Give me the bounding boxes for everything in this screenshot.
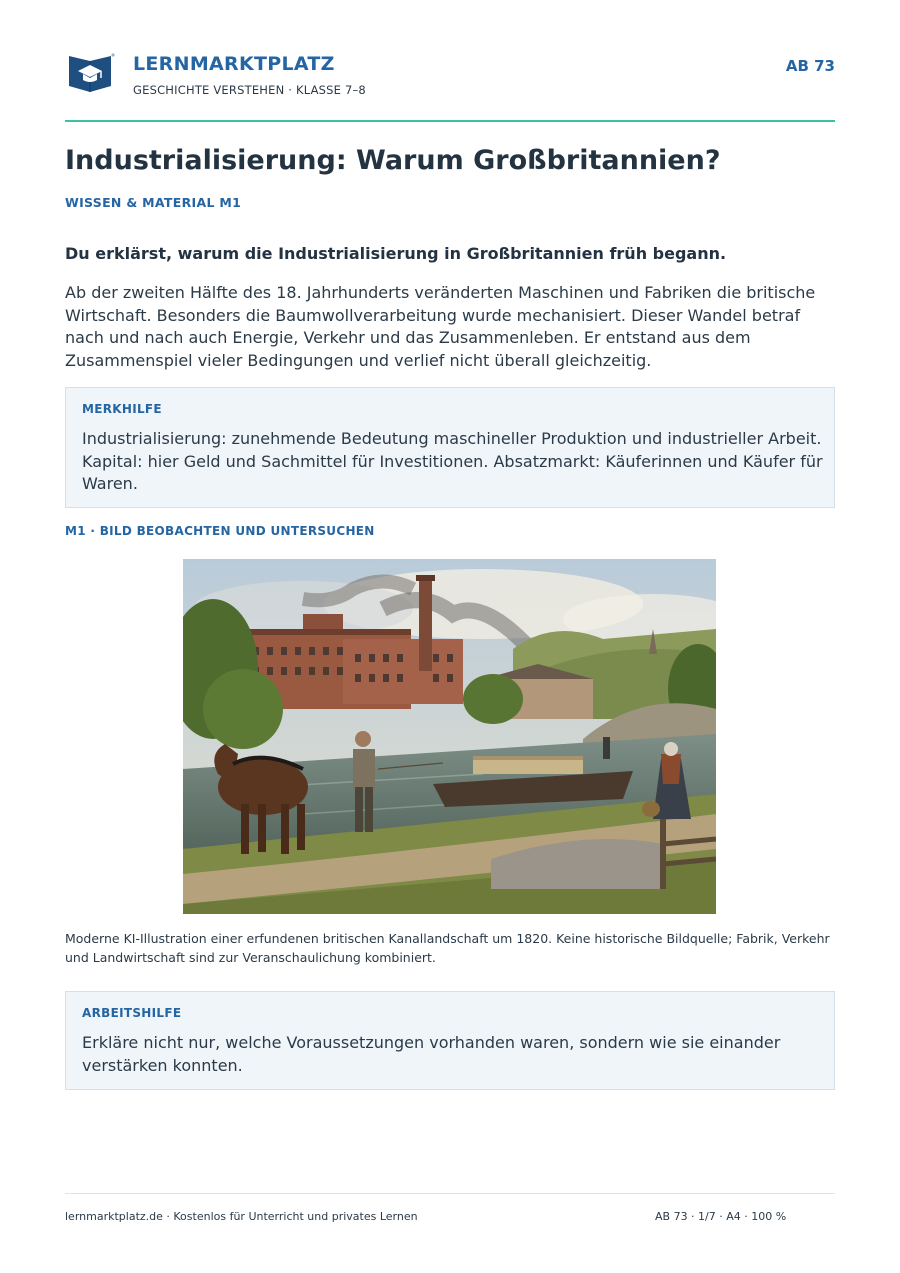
footer-divider [65, 1193, 835, 1194]
material-label: M1 · BILD BEOBACHTEN UND UNTERSUCHEN [65, 524, 375, 538]
sheet-number: AB 73 [785, 57, 835, 75]
header-divider [65, 120, 835, 122]
merkhilfe-label: MERKHILFE [82, 402, 162, 416]
page-title: Industrialisierung: Warum Großbritannien? [65, 145, 721, 176]
worksheet-page [65, 0, 835, 1273]
learning-goal: Du erklärst, warum die Industrialisierung in Großbritannien früh begann. [65, 244, 727, 263]
page-header [65, 48, 835, 122]
brand-subtitle: GESCHICHTE VERSTEHEN · KLASSE 7–8 [133, 83, 366, 97]
graduation-cap-book-icon [65, 52, 115, 92]
canal-landscape-illustration [183, 559, 716, 914]
arbeitshilfe-box [65, 991, 835, 1090]
merkhilfe-text: Industrialisierung: zunehmende Bedeutung maschineller Produktion und industrieller Arbeit. Kapital: hier Geld und Sachmittel für Investitionen. Absatzmarkt: Käuferinnen und Käufer für Waren. [82, 429, 823, 493]
footer-page-info: AB 73 · 1/7 · A4 · 100 % [655, 1210, 787, 1223]
brand-name: LERNMARKTPLATZ [133, 53, 335, 75]
image-caption: Moderne KI-Illustration einer erfundenen britischen Kanallandschaft um 1820. Keine historische Bildquelle; Fabrik, Verkehr und Landwirtschaft sind zur Veranschaulichung kombiniert. [65, 931, 830, 965]
intro-paragraph: Ab der zweiten Hälfte des 18. Jahrhunderts veränderten Maschinen und Fabriken die britische Wirtschaft. Besonders die Baumwollverarbeitung wurde mechanisiert. Dieser Wandel betraf nach und nach auch Energie, Verkehr und das Zusammenleben. Er entstand aus dem Zusammenspiel vieler Bedingungen und verlief nicht überall gleichzeitig. [65, 283, 816, 370]
arbeitshilfe-label: ARBEITSHILFE [82, 1006, 182, 1020]
arbeitshilfe-text: Erkläre nicht nur, welche Voraussetzungen vorhanden waren, sondern wie sie einander verstärken konnten. [82, 1033, 781, 1075]
footer-source: lernmarktplatz.de · Kostenlos für Unterricht und privates Lernen [65, 1210, 418, 1223]
merkhilfe-box [65, 387, 835, 508]
section-kicker: WISSEN & MATERIAL M1 [65, 195, 242, 210]
